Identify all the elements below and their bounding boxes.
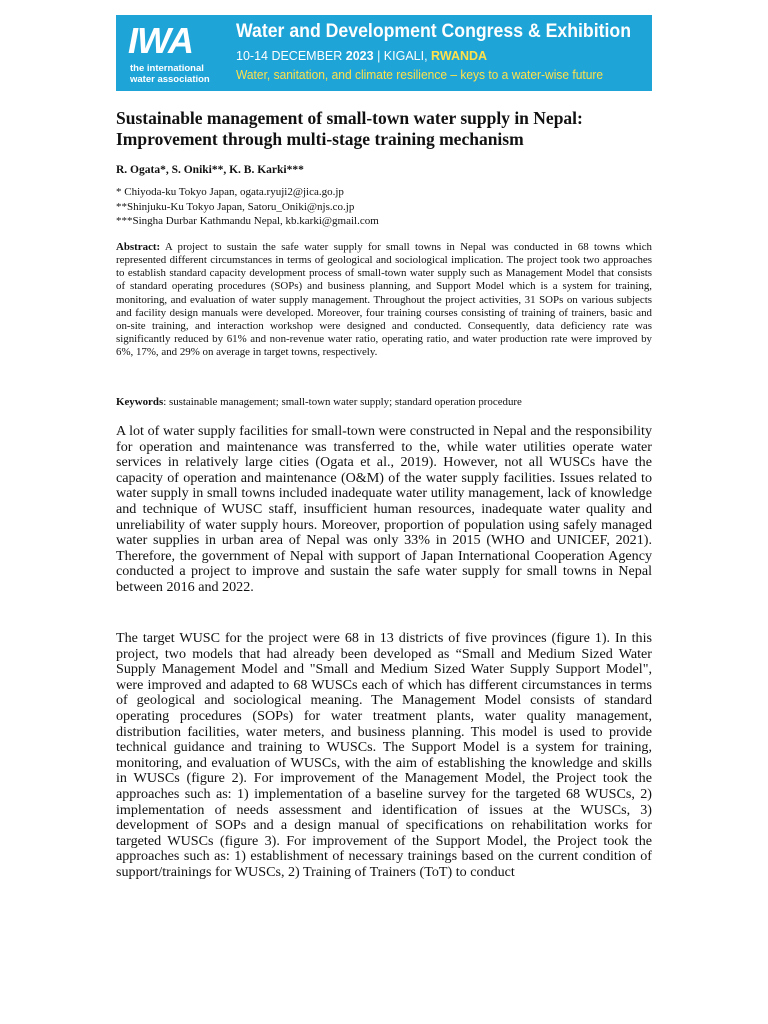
paper-authors: R. Ogata*, S. Oniki**, K. B. Karki*** bbox=[116, 164, 304, 176]
congress-title: Water and Development Congress & Exhibition bbox=[236, 21, 632, 42]
iwa-logo-line-1: the international bbox=[130, 63, 204, 74]
affiliation-2: **Shinjuku-Ku Tokyo Japan, Satoru_Oniki@njs.co.jp bbox=[116, 200, 355, 213]
congress-date bbox=[236, 48, 487, 64]
abstract bbox=[116, 241, 652, 359]
abstract-label: Abstract: bbox=[116, 241, 161, 253]
iwa-logo-line-2: water association bbox=[130, 74, 210, 85]
iwa-logo: IWA bbox=[128, 20, 193, 61]
body-paragraph-2: The target WUSC for the project were 68 in 13 districts of five provinces (figure 1). In this project, two models that had already been developed as “Small and Medium Sized Water Supply Management Model and "Small and Medium Sized Water Supply Support Model", were improved and adapted to 68 WUSCs each of which has different circumstances in terms of geological and sociological meaning. The Management Model consists of standard operating procedures (SOPs) for water treatment plants, water quality management, distribution facilities, water meters, and business planning. This model is used to provide technical guidance and training to WUSCs. The Support Model is a system for training, monitoring, and evaluation of WUSCs, with the aim of establishing the knowledge and skills in WUSCs (figure 2). For improvement of the Management Model, the Project took the approaches such as: 1) implementation of a baseline survey for the targeted 68 WUSCs, 2) implementation of needs assessment and identification of issues at the WUSCs, 3) development of SOPs and a design manual of specifications on rehabilitation works for targeted WUSCs (figure 3). For improvement of the Support Model, the Project took the approaches such as: 1) establishment of necessary trainings based on the current condition of support/trainings for WUSCs, 2) Training of Trainers (ToT) to conduct bbox=[116, 630, 652, 880]
body-paragraph-1: A lot of water supply facilities for small-town were constructed in Nepal and the responsibility for operation and maintenance was transferred to the, while water utilities operate water services in relatively large cities (Ogata et al., 2019). However, not all WUSCs have the capacity of operation and maintenance (O&M) of the water supply facilities. Issues related to water supply in small towns included inadequate water utility management, lack of knowledge and technique of WUSC staff, insufficient human resources, inadequate water quality and unreliability of water supply hours. Moreover, proportion of population using safely managed water supplies in urban area of Nepal was only 33% in 2015 (WHO and UNICEF, 2021). Therefore, the government of Nepal with support of Japan International Cooperation Agency conducted a project to improve and sustain the safe water supply for small towns in Nepal between 2016 and 2022. bbox=[116, 423, 652, 595]
abstract-text: A project to sustain the safe water supply for small towns in Nepal was conducted in 68 towns which represented different circumstances in terms of geological and sociological implication. The project took two approaches to establish standard capacity development process of small-town water supply such as Management Model that consists of standard operating procedures (SOPs) and business planning, and Support Model which is a system for training, monitoring, and evaluation of water supply management. Throughout the project activities, 31 SOPs on various subjects and facility design manuals were developed. Moreover, four training courses consisting of training of trainers, basic and on-site training, and interaction workshop were designed and conducted. Consequently, data deficiency rate was significantly reduced by 61% and non-revenue water ratio, operating ratio, and water production rate were improved by 6%, 17%, and 29% on average in target towns, respectively. bbox=[116, 241, 652, 359]
congress-theme: Water, sanitation, and climate resilience – keys to a water-wise future bbox=[236, 68, 604, 82]
keywords-text: : sustainable management; small-town water supply; standard operation procedure bbox=[163, 396, 522, 408]
congress-country: RWANDA bbox=[431, 49, 488, 63]
affiliation-3: ***Singha Durbar Kathmandu Nepal, kb.karki@gmail.com bbox=[116, 215, 379, 227]
congress-year: 2023 bbox=[345, 49, 374, 63]
conference-banner bbox=[116, 15, 652, 91]
keywords-label: Keywords bbox=[116, 396, 164, 408]
affiliations bbox=[116, 185, 656, 229]
paper-title: Sustainable management of small-town water supply in Nepal: Improvement through multi-stage training mechanism bbox=[116, 108, 583, 149]
congress-date-prefix: 10-14 DECEMBER bbox=[236, 49, 343, 63]
congress-date-sep: | KIGALI, bbox=[373, 49, 432, 63]
keywords bbox=[116, 396, 652, 409]
affiliation-1: * Chiyoda-ku Tokyo Japan, ogata.ryuji2@jica.go.jp bbox=[116, 186, 344, 198]
